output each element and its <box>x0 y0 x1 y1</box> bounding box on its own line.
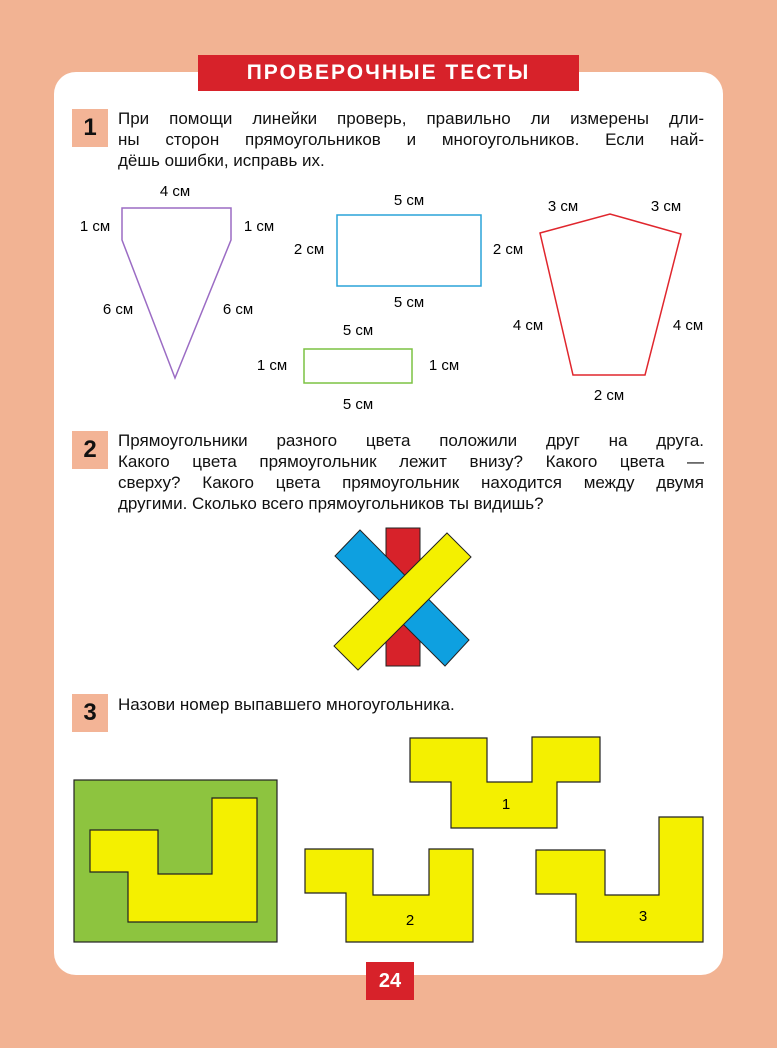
piece-1-label: 1 <box>501 796 511 813</box>
task-2-text <box>118 430 704 514</box>
stacked-rectangles <box>334 528 471 670</box>
task-1-line: При помощи линейки проверь, правильно ли измерены дли- <box>118 109 704 128</box>
page-title: ПРОВЕРОЧНЫЕ ТЕСТЫ <box>246 61 531 84</box>
kite-right-long-label: 6 см <box>222 301 254 318</box>
green-rect-right-label: 1 см <box>428 357 460 374</box>
green-rect-left-label: 1 см <box>256 357 288 374</box>
green-rectangle <box>304 349 412 383</box>
pentagon-left-label: 4 см <box>512 317 544 334</box>
polygon-piece-1 <box>410 737 600 828</box>
task-3-number: 3 <box>72 694 108 732</box>
blue-rectangle <box>337 215 481 286</box>
piece-3-label: 3 <box>638 908 648 925</box>
pentagon-top-right-label: 3 см <box>650 198 682 215</box>
piece-2-label: 2 <box>405 912 415 929</box>
task-2-line: Какого цвета прямоугольник лежит внизу? Какого цвета — <box>118 452 704 471</box>
blue-rect-left-label: 2 см <box>293 241 325 258</box>
polygon-piece-2 <box>305 849 473 942</box>
task-3-line: Назови номер выпавшего многоугольника. <box>118 695 455 714</box>
kite-left-short-label: 1 см <box>79 218 111 235</box>
kite-right-short-label: 1 см <box>243 218 275 235</box>
task-2-number: 2 <box>72 431 108 469</box>
polygon-piece-3 <box>536 817 703 942</box>
task-1-number: 1 <box>72 109 108 147</box>
green-rect-bottom-label: 5 см <box>342 396 374 413</box>
page-number: 24 <box>366 962 414 1000</box>
blue-rect-bottom-label: 5 см <box>393 294 425 311</box>
kite-top-label: 4 см <box>159 183 191 200</box>
pentagon-top-left-label: 3 см <box>547 198 579 215</box>
pentagon-bottom-label: 2 см <box>593 387 625 404</box>
blue-rect-top-label: 5 см <box>393 192 425 209</box>
green-rect-top-label: 5 см <box>342 322 374 339</box>
task-1-line: ны сторон прямоугольников и многоугольников. Если най- <box>118 130 704 149</box>
blue-rect-right-label: 2 см <box>492 241 524 258</box>
task-3-text <box>118 694 704 715</box>
pentagon-right-label: 4 см <box>672 317 704 334</box>
task-2-line: другими. Сколько всего прямоугольников ты видишь? <box>118 494 544 513</box>
kite-left-long-label: 6 см <box>102 301 134 318</box>
task-2-line: сверху? Какого цвета прямоугольник находится между двумя <box>118 473 704 492</box>
task-2-line: Прямоугольники разного цвета положили друг на друга. <box>118 431 704 450</box>
kite-shape <box>122 208 231 378</box>
task-1-line: дёшь ошибки, исправь их. <box>118 151 325 170</box>
pentagon-shape <box>540 214 681 375</box>
